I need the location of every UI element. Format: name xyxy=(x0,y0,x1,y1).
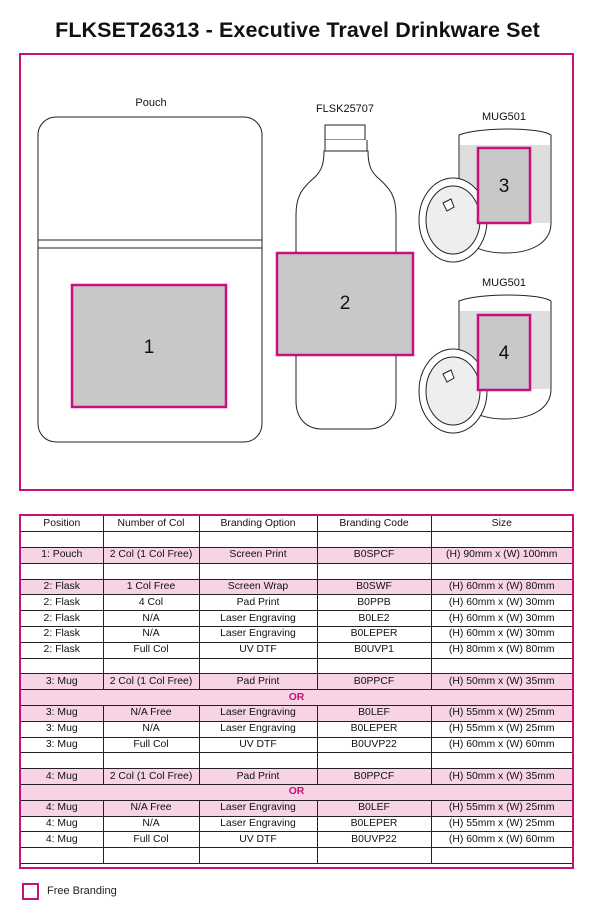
cell-size: (H) 60mm x (W) 30mm xyxy=(431,627,572,643)
cell-size xyxy=(431,532,572,548)
cell-size: (H) 55mm x (W) 25mm xyxy=(431,816,572,832)
cell-branding-option: UV DTF xyxy=(199,737,317,753)
table-row xyxy=(21,642,572,658)
cell-branding-code: B0LEPER xyxy=(317,721,431,737)
cell-position: 3: Mug xyxy=(21,737,103,753)
cell-size: (H) 60mm x (W) 60mm xyxy=(431,832,572,848)
cell-number-of-col: N/A xyxy=(103,721,199,737)
cell-branding-option: UV DTF xyxy=(199,642,317,658)
flask-cap-ring xyxy=(325,140,367,151)
table-row xyxy=(21,800,572,816)
page-title: FLKSET26313 - Executive Travel Drinkware Set xyxy=(55,18,540,42)
cell-branding-option xyxy=(199,753,317,769)
cell-size xyxy=(431,848,572,864)
table-row xyxy=(21,816,572,832)
cell-size xyxy=(431,753,572,769)
cell-number-of-col: 2 Col (1 Col Free) xyxy=(103,548,199,564)
header-number-of-col: Number of Col xyxy=(103,516,199,532)
cell-branding-option xyxy=(199,848,317,864)
mug-top-lid-inner xyxy=(426,186,480,254)
table-row xyxy=(21,674,572,690)
cell-branding-code xyxy=(317,848,431,864)
cell-branding-code xyxy=(317,563,431,579)
mug-top-label: MUG501 xyxy=(481,110,526,123)
cell-branding-option xyxy=(199,532,317,548)
cell-size: (H) 80mm x (W) 80mm xyxy=(431,642,572,658)
table-row xyxy=(21,532,572,548)
table-row xyxy=(21,595,572,611)
cell-branding-option: Laser Engraving xyxy=(199,721,317,737)
cell-position xyxy=(21,753,103,769)
cell-branding-code: B0PPCF xyxy=(317,674,431,690)
zone-2-number: 2 xyxy=(339,292,350,314)
cell-branding-option: Laser Engraving xyxy=(199,611,317,627)
or-separator-row xyxy=(21,690,572,706)
or-separator: OR xyxy=(21,785,572,801)
cell-size: (H) 90mm x (W) 100mm xyxy=(431,548,572,564)
cell-branding-code xyxy=(317,658,431,674)
cell-size xyxy=(431,563,572,579)
table-row xyxy=(21,832,572,848)
cell-branding-code: B0LEPER xyxy=(317,816,431,832)
cell-branding-code: B0PPB xyxy=(317,595,431,611)
table-row xyxy=(21,706,572,722)
table-header-row xyxy=(21,516,572,532)
cell-branding-option: Screen Wrap xyxy=(199,579,317,595)
cell-branding-code: B0SPCF xyxy=(317,548,431,564)
cell-number-of-col: 2 Col (1 Col Free) xyxy=(103,674,199,690)
cell-branding-code xyxy=(317,753,431,769)
cell-size: (H) 60mm x (W) 30mm xyxy=(431,595,572,611)
cell-number-of-col: N/A xyxy=(103,627,199,643)
cell-number-of-col xyxy=(103,532,199,548)
cell-position: 4: Mug xyxy=(21,800,103,816)
cell-branding-option: Laser Engraving xyxy=(199,706,317,722)
cell-number-of-col: N/A Free xyxy=(103,706,199,722)
cell-position xyxy=(21,848,103,864)
cell-position: 4: Mug xyxy=(21,769,103,785)
header-branding-code: Branding Code xyxy=(317,516,431,532)
cell-number-of-col xyxy=(103,848,199,864)
or-separator-row xyxy=(21,785,572,801)
cell-position: 3: Mug xyxy=(21,706,103,722)
cell-number-of-col: N/A xyxy=(103,611,199,627)
header-branding-option: Branding Option xyxy=(199,516,317,532)
table-row xyxy=(21,627,572,643)
cell-branding-option xyxy=(199,658,317,674)
cell-number-of-col: 1 Col Free xyxy=(103,579,199,595)
table-row xyxy=(21,563,572,579)
flask-cap xyxy=(325,125,365,140)
cell-size: (H) 60mm x (W) 60mm xyxy=(431,737,572,753)
product-illustration xyxy=(19,53,574,491)
cell-position: 4: Mug xyxy=(21,816,103,832)
cell-number-of-col: 2 Col (1 Col Free) xyxy=(103,769,199,785)
table-body xyxy=(21,532,572,864)
zone-3-number: 3 xyxy=(498,175,509,197)
cell-number-of-col: N/A Free xyxy=(103,800,199,816)
zone-4-number: 4 xyxy=(498,342,509,364)
table-row xyxy=(21,848,572,864)
cell-number-of-col xyxy=(103,658,199,674)
cell-branding-code: B0UVP22 xyxy=(317,737,431,753)
header-position: Position xyxy=(21,516,103,532)
zone-1-number: 1 xyxy=(143,336,154,358)
cell-position: 4: Mug xyxy=(21,832,103,848)
cell-branding-option: Pad Print xyxy=(199,595,317,611)
cell-position: 3: Mug xyxy=(21,674,103,690)
cell-position xyxy=(21,532,103,548)
cell-branding-code: B0LE2 xyxy=(317,611,431,627)
flask-label: FLSK25707 xyxy=(315,102,374,115)
cell-position: 2: Flask xyxy=(21,611,103,627)
cell-position xyxy=(21,658,103,674)
cell-size: (H) 60mm x (W) 80mm xyxy=(431,579,572,595)
cell-branding-code: B0UVP1 xyxy=(317,642,431,658)
or-separator: OR xyxy=(21,690,572,706)
cell-branding-code xyxy=(317,532,431,548)
cell-position: 2: Flask xyxy=(21,579,103,595)
cell-position: 1: Pouch xyxy=(21,548,103,564)
cell-branding-code: B0UVP22 xyxy=(317,832,431,848)
cell-branding-option: Laser Engraving xyxy=(199,800,317,816)
branding-table xyxy=(21,516,572,864)
cell-number-of-col xyxy=(103,753,199,769)
cell-branding-option: Pad Print xyxy=(199,674,317,690)
table-row xyxy=(21,658,572,674)
cell-number-of-col: Full Col xyxy=(103,832,199,848)
cell-position: 3: Mug xyxy=(21,721,103,737)
table-row xyxy=(21,721,572,737)
branding-table-frame xyxy=(19,514,574,869)
cell-branding-code: B0LEPER xyxy=(317,627,431,643)
cell-size: (H) 55mm x (W) 25mm xyxy=(431,800,572,816)
cell-position: 2: Flask xyxy=(21,595,103,611)
cell-branding-code: B0PPCF xyxy=(317,769,431,785)
cell-branding-code: B0LEF xyxy=(317,706,431,722)
cell-number-of-col: N/A xyxy=(103,816,199,832)
cell-size: (H) 50mm x (W) 35mm xyxy=(431,769,572,785)
table-row xyxy=(21,548,572,564)
cell-branding-option xyxy=(199,563,317,579)
table-row xyxy=(21,753,572,769)
cell-branding-option: Laser Engraving xyxy=(199,627,317,643)
cell-branding-option: UV DTF xyxy=(199,832,317,848)
mug-bottom-label: MUG501 xyxy=(481,276,526,289)
branding-diagram xyxy=(19,53,574,491)
cell-number-of-col xyxy=(103,563,199,579)
cell-size xyxy=(431,658,572,674)
mug-bottom-lid-inner xyxy=(426,357,480,425)
cell-branding-option: Pad Print xyxy=(199,769,317,785)
cell-branding-code: B0LEF xyxy=(317,800,431,816)
cell-position: 2: Flask xyxy=(21,627,103,643)
pouch-label: Pouch xyxy=(134,96,167,109)
table-row xyxy=(21,579,572,595)
free-branding-swatch xyxy=(22,883,39,900)
legend-label: Free Branding xyxy=(47,885,117,897)
cell-number-of-col: Full Col xyxy=(103,642,199,658)
cell-size: (H) 55mm x (W) 25mm xyxy=(431,721,572,737)
cell-size: (H) 60mm x (W) 30mm xyxy=(431,611,572,627)
table-row xyxy=(21,737,572,753)
cell-number-of-col: 4 Col xyxy=(103,595,199,611)
cell-position: 2: Flask xyxy=(21,642,103,658)
table-row xyxy=(21,769,572,785)
cell-size: (H) 50mm x (W) 35mm xyxy=(431,674,572,690)
table-row xyxy=(21,611,572,627)
cell-position xyxy=(21,563,103,579)
cell-number-of-col: Full Col xyxy=(103,737,199,753)
header-size: Size xyxy=(431,516,572,532)
cell-branding-code: B0SWF xyxy=(317,579,431,595)
cell-size: (H) 55mm x (W) 25mm xyxy=(431,706,572,722)
cell-branding-option: Screen Print xyxy=(199,548,317,564)
cell-branding-option: Laser Engraving xyxy=(199,816,317,832)
